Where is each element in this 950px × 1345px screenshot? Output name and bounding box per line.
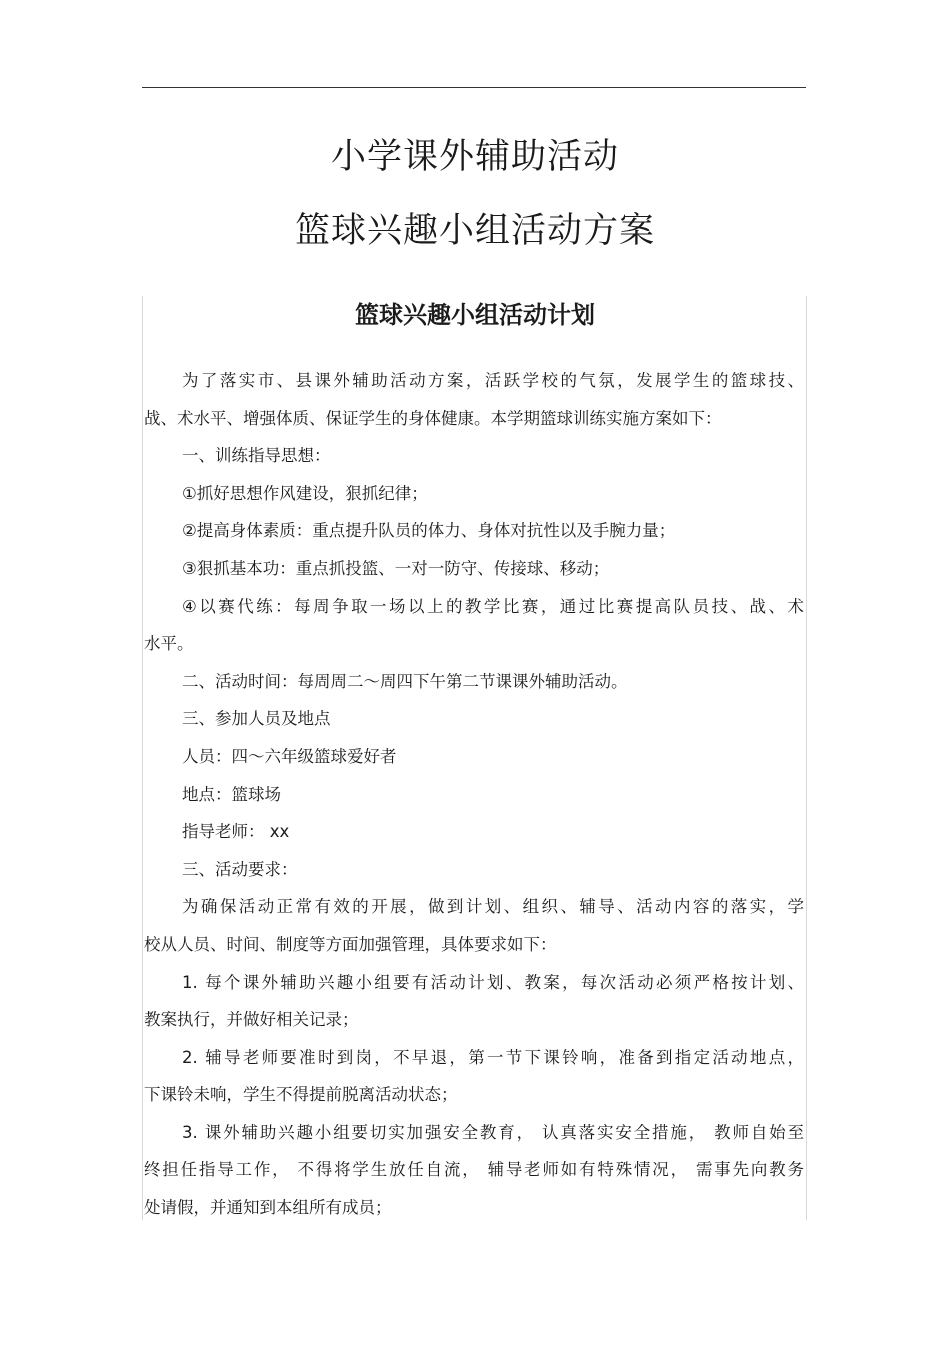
list-item: ③狠抓基本功：重点抓投篮、一对一防守、传接球、移动； (182, 558, 610, 578)
document-body (144, 362, 804, 1227)
paragraph-line: 下课铃未响，学生不得提前脱离活动状态； (144, 1085, 458, 1105)
paragraph-line: 教案执行，并做好相关记录； (144, 1010, 359, 1030)
requirement-item: 1. 每个课外辅助兴趣小组要有活动计划、教案，每次活动必须严格按计划、 (182, 972, 804, 992)
section-title: 篮球兴趣小组活动计划 (355, 301, 595, 329)
paragraph-line: 为确保活动正常有效的开展，做到计划、组织、辅导、活动内容的落实，学 (182, 897, 804, 917)
paragraph-line: 战、术水平、增强体质、保证学生的身体健康。本学期篮球训练实施方案如下： (144, 408, 722, 428)
content-frame-left-border (142, 296, 143, 1220)
document-title-line-2: 篮球兴趣小组活动方案 (294, 211, 655, 251)
heading-participants-location: 三、参加人员及地点 (182, 709, 331, 729)
participants-line: 人员：四～六年级篮球爱好者 (182, 746, 397, 766)
list-item: ①抓好思想作风建设，狠抓纪律； (182, 483, 428, 503)
heading-training-guidance: 一、训练指导思想： (182, 446, 331, 466)
heading-activity-time: 二、活动时间：每周周二～周四下午第二节课课外辅助活动。 (182, 671, 628, 691)
requirement-item: 3. 课外辅助兴趣小组要切实加强安全教育， 认真落实安全措施， 教师自始至 (182, 1122, 804, 1142)
list-item: ④以赛代练：每周争取一场以上的教学比赛，通过比赛提高队员技、战、术 (182, 596, 804, 616)
content-frame-right-border (806, 296, 807, 1220)
paragraph-line: 校从人员、时间、制度等方面加强管理，具体要求如下： (144, 934, 557, 954)
location-line: 地点：篮球场 (182, 784, 281, 804)
document-title-line-1: 小学课外辅助活动 (330, 137, 619, 177)
list-item: ②提高身体素质：重点提升队员的体力、身体对抗性以及手腕力量； (182, 521, 676, 541)
instructor-line: 指导老师： xx (182, 822, 290, 842)
paragraph-line: 终担任指导工作， 不得将学生放任自流， 辅导老师如有特殊情况， 需事先向教务 (144, 1160, 804, 1180)
heading-activity-requirements: 三、活动要求： (182, 859, 298, 879)
requirement-item: 2. 辅导老师要准时到岗，不早退，第一节下课铃响，准备到指定活动地点， (182, 1047, 804, 1067)
paragraph-line: 处请假，并通知到本组所有成员； (144, 1198, 392, 1218)
header-rule (142, 87, 806, 88)
paragraph-line: 为了落实市、县课外辅助活动方案，活跃学校的气氛，发展学生的篮球技、 (182, 371, 804, 390)
paragraph-line: 水平。 (144, 634, 194, 654)
